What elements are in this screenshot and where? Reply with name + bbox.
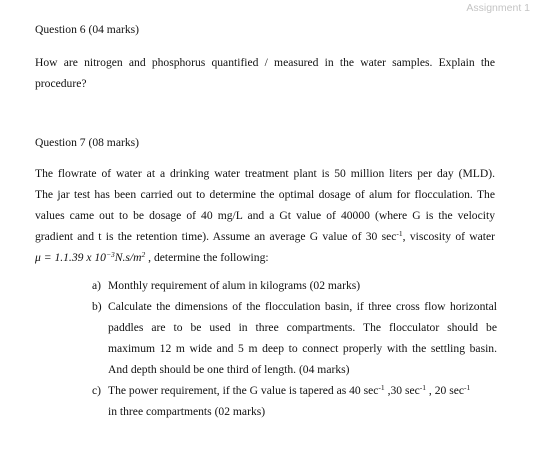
viscosity-unit-exponent: 2 <box>141 250 146 259</box>
question-7-line-3: values came out to be dosage of 40 mg/L and a Gt value of 40000 (where G is the velocity <box>35 209 495 222</box>
question-6-line-2: procedure? <box>35 77 87 90</box>
subpart-c-marker: c) <box>92 384 102 397</box>
subpart-c-line-2: in three compartments (02 marks) <box>108 405 266 418</box>
subpart-b-line-3: maximum 12 m wide and 5 m deep to connect properly with the settling basin. <box>108 342 497 355</box>
subpart-c-sup-1: -1 <box>378 383 385 392</box>
question-7-line-1: The flowrate of water at a drinking water treatment plant is 50 million liters per day (MLD). <box>35 167 495 180</box>
question-7-line-2: The jar test has been carried out to determine the optimal dosage of alum for flocculation. The <box>35 188 495 201</box>
viscosity-formula <box>35 251 145 264</box>
subpart-c-text-c: , 20 sec <box>426 384 465 397</box>
question-7-heading: Question 7 (08 marks) <box>35 136 140 149</box>
subpart-c-line-1 <box>108 380 497 401</box>
viscosity-exponent: −3 <box>105 250 115 259</box>
question-7-line-5 <box>35 247 495 268</box>
subpart-a-marker: a) <box>92 279 102 292</box>
line-4-text-a: gradient and t is the retention time). Assume an average G value of 30 sec <box>35 230 397 243</box>
subpart-b <box>92 296 497 380</box>
question-7-subparts <box>92 275 497 422</box>
question-6-heading: Question 6 (04 marks) <box>35 23 140 36</box>
question-6-text <box>35 52 495 94</box>
subpart-a <box>92 275 497 296</box>
subpart-b-marker: b) <box>92 300 102 313</box>
viscosity-formula-b: N.s/m <box>114 251 142 264</box>
question-7-text <box>35 163 495 268</box>
line-5-text-b: , determine the following: <box>145 251 269 264</box>
subpart-b-line-2: paddles are to be used in three compartments. The flocculator should be <box>108 321 497 334</box>
assignment-header-mark: Assignment 1 <box>466 2 530 14</box>
subpart-b-line-4: And depth should be one third of length. (04 marks) <box>108 363 350 376</box>
subpart-c <box>92 380 497 422</box>
subpart-c-sup-2: -1 <box>419 383 427 392</box>
line-4-superscript: -1 <box>396 229 403 238</box>
subpart-c-sup-3: -1 <box>464 383 471 392</box>
viscosity-formula-a: μ = 1.1.39 x 10 <box>35 251 106 264</box>
line-4-text-b: , viscosity of water <box>402 230 495 243</box>
subpart-a-line-1: Monthly requirement of alum in kilograms (02 marks) <box>108 279 361 292</box>
question-6-line-1: How are nitrogen and phosphorus quantified / measured in the water samples. Explain the <box>35 56 495 69</box>
subpart-c-text-b: ,30 sec <box>384 384 420 397</box>
subpart-b-line-1: Calculate the dimensions of the flocculation basin, if three cross flow horizontal <box>108 300 497 313</box>
subpart-c-text-a: The power requirement, if the G value is tapered as 40 sec <box>108 384 379 397</box>
question-7-line-4 <box>35 226 495 247</box>
